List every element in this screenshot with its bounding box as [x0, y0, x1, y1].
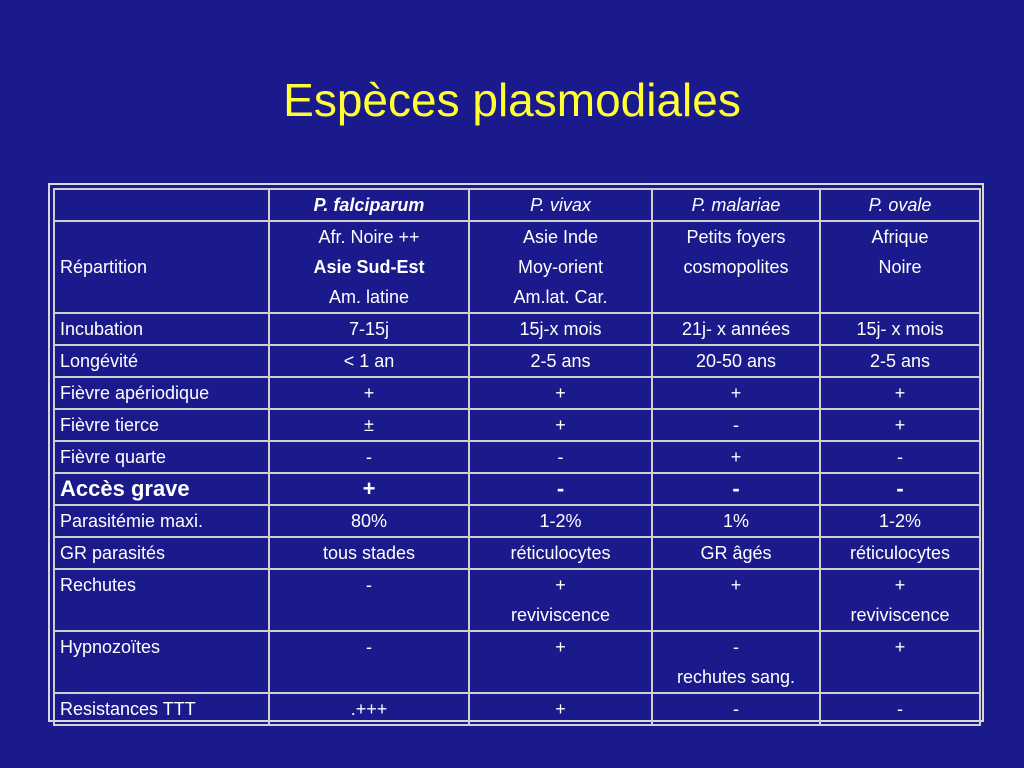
row-label: Longévité [54, 345, 269, 377]
table-cell: - [469, 473, 652, 505]
table-cell: 2-5 ans [820, 345, 980, 377]
table-row-acces-grave [54, 473, 980, 505]
table-row-repartition [54, 221, 980, 313]
cell-vivax [469, 221, 652, 313]
cell-line: Asie Sud-Est [313, 257, 425, 277]
cell-line: + [730, 575, 742, 595]
table-cell: 1-2% [820, 505, 980, 537]
table-cell: 20-50 ans [652, 345, 820, 377]
table-cell: < 1 an [269, 345, 469, 377]
cell-line: - [366, 575, 372, 595]
cell-falciparum [269, 221, 469, 313]
header-p-vivax: P. vivax [469, 189, 652, 221]
table-cell [469, 569, 652, 631]
table-cell: - [652, 473, 820, 505]
table-cell: - [469, 441, 652, 473]
table-cell: GR âgés [652, 537, 820, 569]
cell-line: Afrique [871, 227, 929, 247]
table-cell: + [469, 377, 652, 409]
header-p-malariae: P. malariae [652, 189, 820, 221]
cell-line: Noire [878, 257, 922, 277]
table-cell: + [820, 377, 980, 409]
table-cell [269, 569, 469, 631]
cell-ovale [820, 221, 980, 313]
table-cell: réticulocytes [469, 537, 652, 569]
cell-line: Am.lat. Car. [513, 287, 608, 307]
table-row-incubation [54, 313, 980, 345]
cell-line: - [366, 637, 372, 657]
table-cell [652, 569, 820, 631]
table-cell: tous stades [269, 537, 469, 569]
header-p-ovale: P. ovale [820, 189, 980, 221]
slide-title: Espèces plasmodiales [283, 74, 741, 126]
cell-line: + [555, 637, 566, 657]
table-cell [469, 631, 652, 693]
table-cell: - [652, 693, 820, 725]
row-label: Accès grave [54, 473, 269, 505]
table-row-parasitemie [54, 505, 980, 537]
cell-line: + [555, 575, 566, 595]
header-p-falciparum: P. falciparum [269, 189, 469, 221]
row-label: Fièvre quarte [54, 441, 269, 473]
table-cell: réticulocytes [820, 537, 980, 569]
table-cell: - [269, 441, 469, 473]
cell-line: Afr. Noire ++ [318, 227, 420, 247]
table-cell: 21j- x années [652, 313, 820, 345]
table-cell: 15j- x mois [820, 313, 980, 345]
table-row-fievre-aperiodique [54, 377, 980, 409]
table-row-fievre-quarte [54, 441, 980, 473]
table-row-gr-parasites [54, 537, 980, 569]
cell-line: Petits foyers [686, 227, 786, 247]
table-cell: 7-15j [269, 313, 469, 345]
table-header-row [54, 189, 980, 221]
table-cell [269, 631, 469, 693]
cell-line: Am. latine [328, 287, 410, 307]
table-cell: - [652, 409, 820, 441]
table-cell: + [469, 693, 652, 725]
cell-line: cosmopolites [683, 257, 789, 277]
table-cell: - [820, 441, 980, 473]
cell-line: Asie Inde [522, 227, 599, 247]
table-row-fievre-tierce [54, 409, 980, 441]
row-label: Rechutes [54, 569, 269, 631]
row-label: Resistances TTT [54, 693, 269, 725]
cell-line: + [894, 637, 906, 657]
table-cell: + [820, 409, 980, 441]
table-cell: + [469, 409, 652, 441]
cell-line: rechutes sang. [676, 667, 796, 687]
table-cell [820, 631, 980, 693]
cell-line: Moy-orient [517, 257, 604, 277]
table-cell: - [820, 473, 980, 505]
cell-malariae [652, 221, 820, 313]
table-cell: 1-2% [469, 505, 652, 537]
row-label: Parasitémie maxi. [54, 505, 269, 537]
row-label: Hypnozoïtes [54, 631, 269, 693]
table-cell: + [652, 377, 820, 409]
cell-line: + [894, 575, 906, 595]
row-label: Fièvre apériodique [54, 377, 269, 409]
table-cell: ± [269, 409, 469, 441]
cell-line: - [733, 637, 739, 657]
cell-line: reviviscence [850, 605, 950, 625]
table-cell: .+++ [269, 693, 469, 725]
plasmodium-species-table [53, 188, 981, 726]
table-row-hypnozoites [54, 631, 980, 693]
table-cell: 2-5 ans [469, 345, 652, 377]
table-cell: + [269, 377, 469, 409]
table-cell: 80% [269, 505, 469, 537]
table-cell: + [652, 441, 820, 473]
table-cell: 15j-x mois [469, 313, 652, 345]
table-cell: 1% [652, 505, 820, 537]
table-cell: - [820, 693, 980, 725]
table-row-rechutes [54, 569, 980, 631]
table-row-longevite [54, 345, 980, 377]
table-row-resistances [54, 693, 980, 725]
table-cell [820, 569, 980, 631]
row-label: GR parasités [54, 537, 269, 569]
row-label: Répartition [54, 221, 269, 313]
cell-line: reviviscence [510, 605, 611, 625]
row-label: Incubation [54, 313, 269, 345]
table-cell: + [269, 473, 469, 505]
row-label: Fièvre tierce [54, 409, 269, 441]
table-cell [652, 631, 820, 693]
header-empty-cell [54, 189, 269, 221]
